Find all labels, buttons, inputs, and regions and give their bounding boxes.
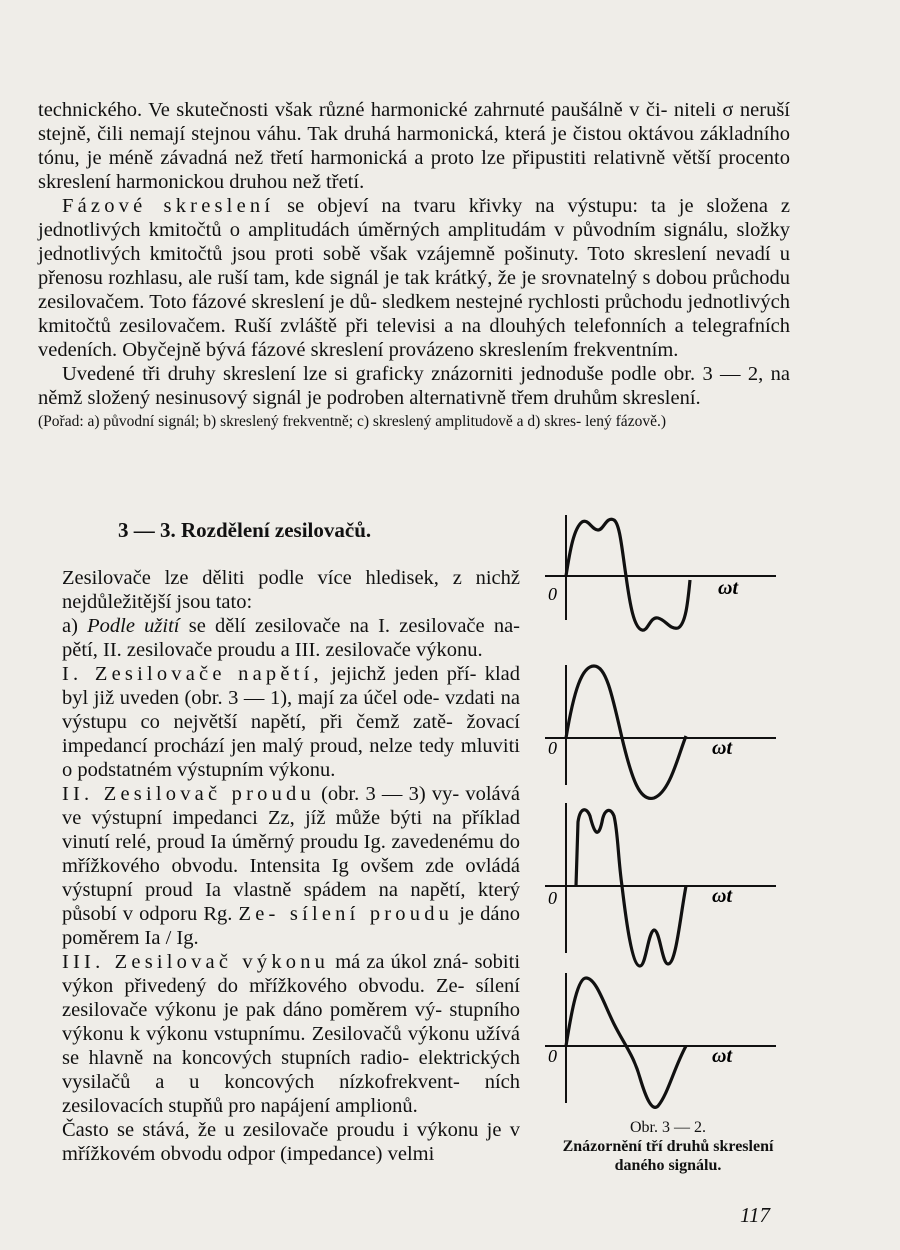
omega-label: ωt xyxy=(712,1045,733,1067)
caption-text: Znázornění tří druhů skreslení daného signálu. xyxy=(562,1138,774,1174)
spaced-term: Fázové skreslení xyxy=(62,195,275,217)
omega-label: ωt xyxy=(712,737,733,759)
spaced-term: II. Zesilovač proudu xyxy=(62,783,315,805)
origin-label: 0 xyxy=(548,1046,557,1066)
waveform-amplitude-distorted xyxy=(540,798,780,973)
waveform-original xyxy=(540,510,780,640)
origin-label: 0 xyxy=(548,888,557,908)
spaced-term: I. Zesilovače napětí, xyxy=(62,663,323,685)
spaced-term: III. Zesilovač výkonu xyxy=(62,951,330,973)
paragraph: Často se stává, že u zesilovače proudu i výkonu je v mřížkovém obvodu odpor (impedance) velmi xyxy=(62,1119,520,1165)
top-text xyxy=(38,98,790,431)
paragraph: III. Zesilovač výkonu má za úkol zná- sobiti výkon přivedený do mřížkového obvodu. Ze- sílení zesilovače výkonu je pak dáno poměrem vý- stupního výkonu k výkonu vstupnímu. Zesilovačů výkonu užívá se hlavně na koncových stupních radio- elektrických vysilačů a u koncových nízkofrekvent- ních zesilovacích stupňů pro napájení amplionů. xyxy=(62,951,521,1117)
page-number: 117 xyxy=(740,1203,770,1227)
paragraph: Fázové skreslení se objeví na tvaru křivky na výstupu: ta je složena z jednotlivých kmitočtů o amplitudách úměrných amplitudám v původním signálu, složky jednotlivých kmitočtů jsou proti sobě však vzájemně pošinuty. Toto skreslení nevadí u přenosu rozhlasu, ale ruší tam, kde signál je tak krátký, že je srovnatelný s dobou průchodu zesilovačem. Toto fázové skreslení je dů- sledkem nestejné rychlosti průchodu jednotlivých kmitočtů zesilovačem. Ruší zvláště při televisi a na dlouhých telefonních a telegrafních vedeních. Obyčejně bývá fázové skreslení provázeno skreslením frekventním. xyxy=(38,195,791,361)
waveform-frequency-distorted xyxy=(540,660,780,805)
paragraph: Zesilovače lze děliti podle více hledisek, z nichž nejdůležitější jsou tato: xyxy=(62,567,520,613)
omega-label: ωt xyxy=(712,885,733,907)
figure-caption xyxy=(538,1118,798,1175)
caption-number: Obr. 3 — 2. xyxy=(630,1119,706,1136)
origin-label: 0 xyxy=(548,584,557,604)
italic-term: Podle užití xyxy=(87,615,180,637)
waveform-phase-distorted xyxy=(540,968,780,1118)
omega-label: ωt xyxy=(718,577,739,599)
paragraph: Uvedené tři druhy skreslení lze si graficky znázorniti jednoduše podle obr. 3 — 2, na němž složený nesinusový signál je podroben alternativně třem druhům skreslení. xyxy=(38,363,790,409)
section-heading: 3 — 3. Rozdělení zesilovačů. xyxy=(118,518,372,542)
origin-label: 0 xyxy=(548,738,557,758)
note: (Pořad: a) původní signál; b) skreslený frekventně; c) skreslený amplitudově a d) skres- lený fázově.) xyxy=(38,413,666,430)
paragraph: a) Podle užití se dělí zesilovače na I. zesilovače na- pětí, II. zesilovače proudu a III. zesilovače výkonu. xyxy=(62,615,520,661)
paragraph: II. Zesilovač proudu (obr. 3 — 3) vy- volává ve výstupní impedanci Zz, jíž může býti na příklad vinutí relé, proud Ia úměrný proudu Ig. zavedenému do mřížkového obvodu. Intensita Ig ovšem zde ovládá výstupní proud Ia vlastně spádem na napětí, který působí v odporu Rg. Ze- sílení proudu je dáno poměrem Ia / Ig. xyxy=(62,783,520,949)
paragraph: technického. Ve skutečnosti však různé harmonické zahrnuté paušálně v či- niteli σ neruší stejně, čili nemají stejnou váhu. Tak druhá harmonická, která je čistou oktávou základního tónu, je méně závadná než třetí harmonická a proto lze připustiti relativně větší procento skreslení harmonickou druhou než třetí. xyxy=(38,99,790,193)
paragraph: I. Zesilovače napětí, jejichž jeden pří- klad byl již uveden (obr. 3 — 1), mají za účel ode- vzdati na výstupu co největší napětí, při čemž zatě- žovací impedancí prochází jen malý proud, nelze tedy mluviti o podstatném výstupním výkonu. xyxy=(62,663,521,781)
left-column xyxy=(62,518,520,1166)
spaced-term: Ze- sílení proudu xyxy=(238,903,454,925)
